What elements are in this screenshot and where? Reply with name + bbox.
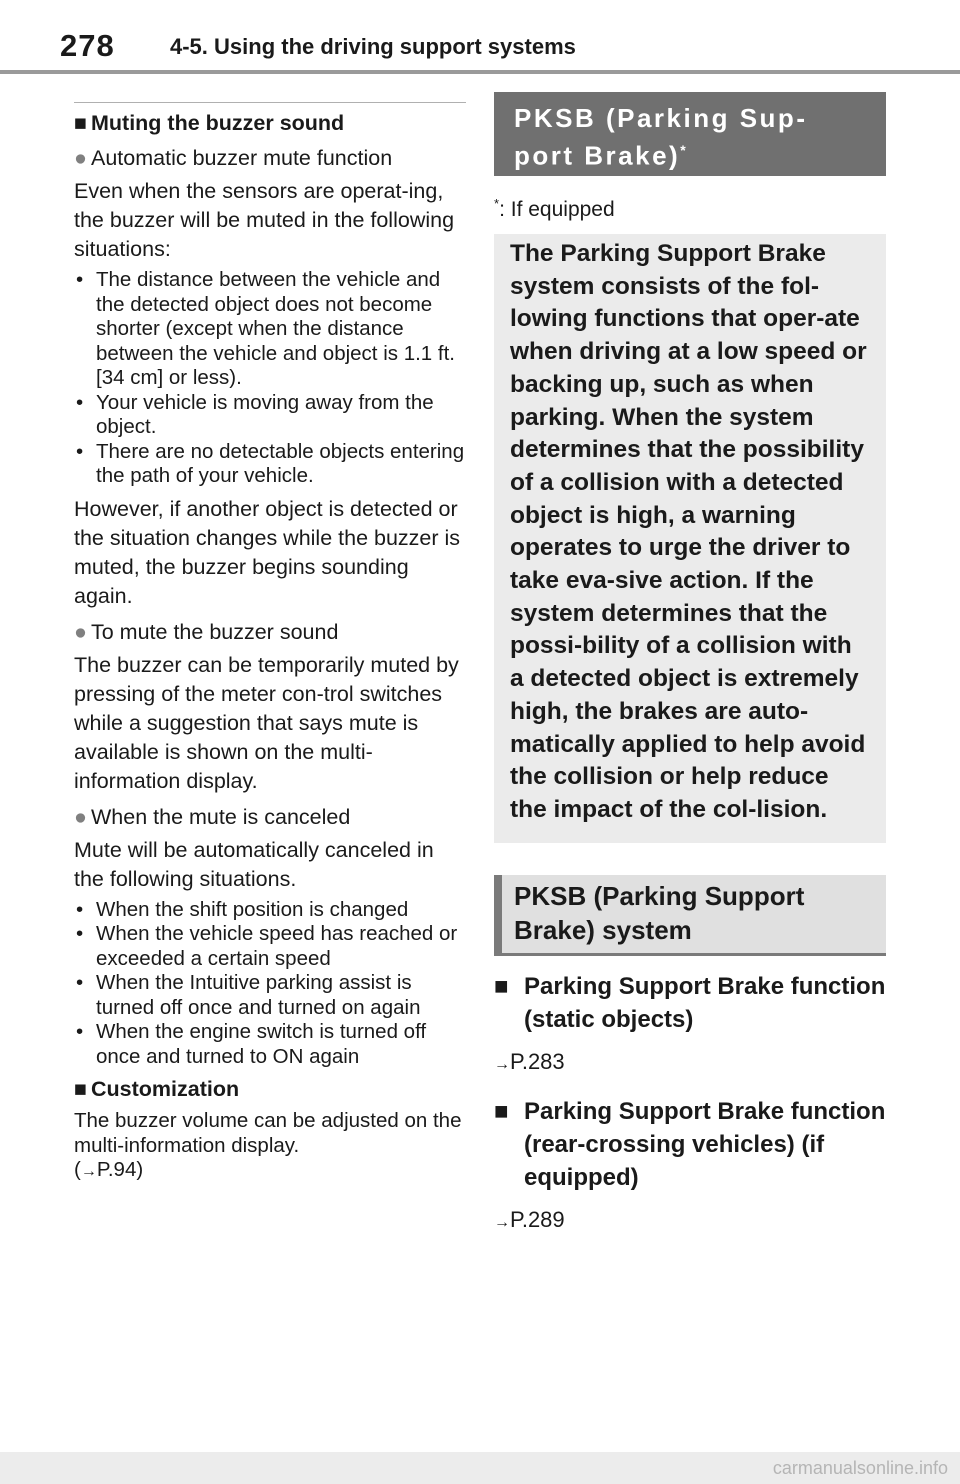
auto-mute-list xyxy=(74,268,466,489)
square-bullet-icon: ■ xyxy=(494,972,509,1000)
section-title: 4-5. Using the driving support systems xyxy=(170,34,576,59)
square-bullet-icon: ■ xyxy=(74,1077,87,1101)
customization-text: The buzzer volume can be adjusted on the multi-information display. (→P.94) xyxy=(74,1109,462,1181)
right-column xyxy=(494,92,886,1239)
footer-bar xyxy=(0,1452,960,1484)
customization-page-ref[interactable]: P.94 xyxy=(96,1158,137,1181)
page-header xyxy=(0,0,960,76)
auto-mute-heading: ● Automatic buzzer mute function xyxy=(74,146,393,170)
muting-heading: ■ Muting the buzzer sound xyxy=(74,111,345,135)
circle-bullet-icon: ● xyxy=(74,619,87,644)
arrow-right-icon: → xyxy=(494,1055,510,1073)
list-item: • When the vehicle speed has reached or exceeded a certain speed xyxy=(74,922,466,971)
pksb-banner-title: PKSB (Parking Sup-port Brake)* xyxy=(514,103,808,171)
list-item: • When the shift position is changed xyxy=(74,898,466,923)
watermark: carmanualsonline.info xyxy=(772,1458,948,1478)
list-item: • Your vehicle is moving away from the object. xyxy=(74,391,466,440)
list-item: • There are no detectable objects entering the path of your vehicle. xyxy=(74,440,466,489)
left-column-rule xyxy=(74,102,466,103)
circle-bullet-icon: ● xyxy=(74,146,87,170)
square-bullet-icon: ■ xyxy=(74,111,87,135)
rear-crossing-ref xyxy=(494,1204,886,1239)
circle-bullet-icon: ● xyxy=(74,804,87,829)
if-equipped-note: *: If equipped xyxy=(494,196,615,221)
list-item: • When the Intuitive parking assist is turned off once and turned on again xyxy=(74,971,466,1020)
pksb-summary: The Parking Support Brake system consists of the fol-lowing functions that oper-ate when driving at a low speed or backing up, such as when parking. When the system determines that the possibility of a collision with a detected object is high, a warning operates to urge the driver to take eva-sive action. If the system determines that the possi-bility of a collision with a detected object is extremely high, the brakes are auto-matically applied to help avoid the collision or help reduce the impact of the col-lision. xyxy=(494,234,886,843)
auto-mute-intro: Even when the sensors are operat-ing, the buzzer will be muted in the following situations: xyxy=(74,179,455,261)
cancel-list xyxy=(74,898,466,1070)
page-ref-link[interactable]: P.283 xyxy=(510,1048,565,1074)
cancel-heading: ● When the mute is canceled xyxy=(74,804,351,829)
list-item: • The distance between the vehicle and the detected object does not become shorter (except when the distance between the vehicle and object is 1.1 ft. [34 cm] or less). xyxy=(74,268,466,391)
customization-heading: ■ Customization xyxy=(74,1077,240,1101)
page-number: 278 xyxy=(60,28,115,63)
left-column xyxy=(74,102,466,1185)
static-objects-ref xyxy=(494,1046,886,1081)
header-rule xyxy=(0,70,960,74)
page-ref-link[interactable]: P.289 xyxy=(510,1206,565,1232)
square-bullet-icon: ■ xyxy=(494,1097,509,1125)
auto-mute-outro: However, if another object is detected or the situation changes while the buzzer is muted, the buzzer begins sounding again. xyxy=(74,496,461,608)
arrow-right-icon: → xyxy=(494,1213,510,1231)
to-mute-heading: ● To mute the buzzer sound xyxy=(74,619,339,644)
list-item: • When the engine switch is turned off once and turned to ON again xyxy=(74,1020,466,1069)
rear-crossing-heading: ■ Parking Support Brake function (rear-crossing vehicles) (if equipped) xyxy=(494,1095,886,1194)
arrow-right-icon: → xyxy=(80,1163,97,1180)
static-objects-heading: ■ Parking Support Brake function (static objects) xyxy=(494,970,886,1036)
to-mute-text: The buzzer can be temporarily muted by pressing of the meter con-trol switches while a suggestion that says mute is available is shown on the multi-information display. xyxy=(74,652,459,793)
pksb-banner xyxy=(494,92,886,176)
pksb-system-heading: PKSB (Parking Support Brake) system xyxy=(494,875,886,956)
cancel-intro: Mute will be automatically canceled in the following situations. xyxy=(74,837,434,891)
